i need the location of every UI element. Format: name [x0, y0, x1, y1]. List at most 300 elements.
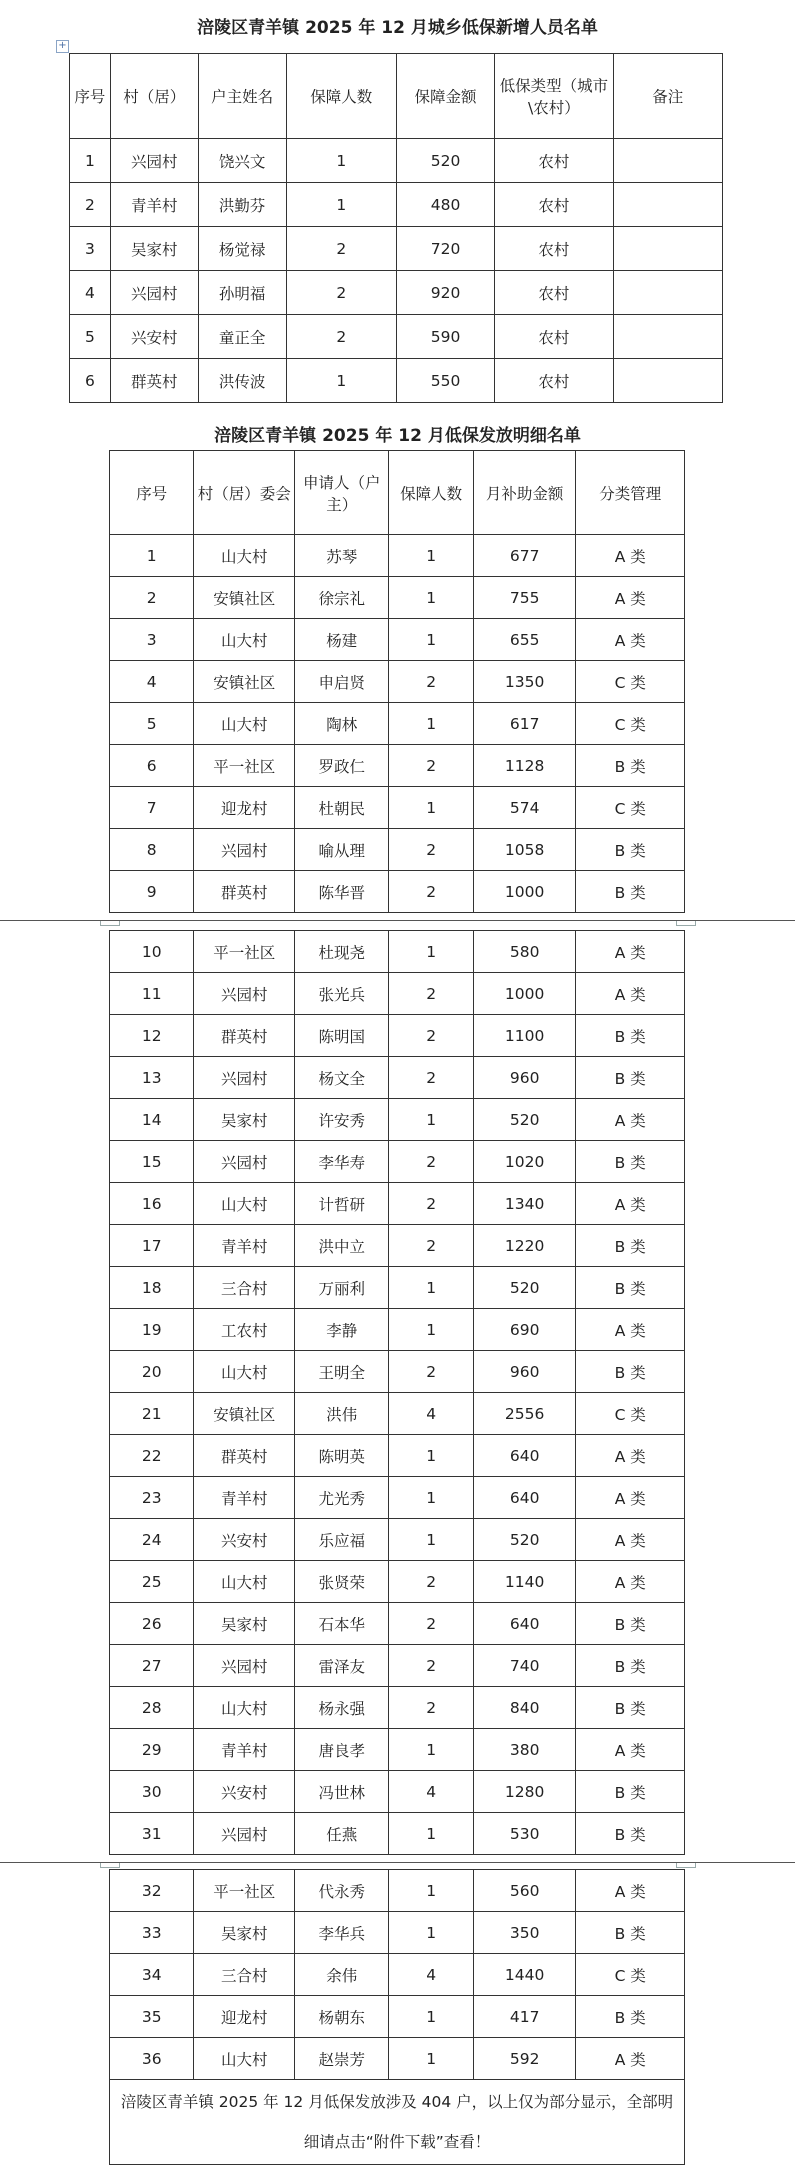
table-cell: 690	[473, 1309, 576, 1351]
table-cell	[613, 271, 722, 315]
table-cell: 1	[389, 1870, 473, 1912]
page-corner-mark	[676, 1863, 696, 1868]
table-cell: 山大村	[194, 1561, 295, 1603]
table-cell: 1	[389, 1267, 473, 1309]
table-cell: C 类	[576, 1393, 685, 1435]
table-row	[110, 1015, 685, 1057]
table-cell: 杜朝民	[294, 787, 388, 829]
table-row	[110, 1267, 685, 1309]
table-cell: 1	[389, 535, 473, 577]
table-cell: A 类	[576, 1099, 685, 1141]
table-cell: B 类	[576, 1141, 685, 1183]
table-cell: 农村	[495, 315, 614, 359]
table-row	[110, 1771, 685, 1813]
table-cell: 雷泽友	[294, 1645, 388, 1687]
column-header: 保障金额	[396, 54, 494, 139]
table-cell: 34	[110, 1954, 194, 1996]
table-cell: 兴园村	[110, 271, 198, 315]
table-cell: 兴安村	[194, 1519, 295, 1561]
table-cell: 农村	[495, 139, 614, 183]
table-cell: 1128	[473, 745, 576, 787]
table-cell: 余伟	[294, 1954, 388, 1996]
table-cell: 群英村	[194, 1435, 295, 1477]
table-cell: 兴园村	[194, 1141, 295, 1183]
table-cell: 1	[389, 1435, 473, 1477]
table-cell: 农村	[495, 183, 614, 227]
table-row	[110, 1519, 685, 1561]
table-cell: C 类	[576, 787, 685, 829]
table-cell: 迎龙村	[194, 1996, 295, 2038]
table-cell: 兴园村	[110, 139, 198, 183]
table-cell: 平一社区	[194, 745, 295, 787]
table-cell: 380	[473, 1729, 576, 1771]
table-cell: 1	[389, 1477, 473, 1519]
table-cell: 兴园村	[194, 1057, 295, 1099]
table-cell: 580	[473, 931, 576, 973]
page-corner-mark	[100, 1863, 120, 1868]
table-row	[70, 271, 723, 315]
table-cell: 农村	[495, 271, 614, 315]
table-cell: 群英村	[110, 359, 198, 403]
table-cell: 陶林	[294, 703, 388, 745]
table-cell: 22	[110, 1435, 194, 1477]
table-cell: 1	[389, 2038, 473, 2080]
table-cell: 4	[70, 271, 111, 315]
table-cell: 杨永强	[294, 1687, 388, 1729]
table-cell: 山大村	[194, 1183, 295, 1225]
table-row	[110, 1603, 685, 1645]
column-header: 村（居）	[110, 54, 198, 139]
table-cell: 18	[110, 1267, 194, 1309]
payout-detail-table-page1	[109, 450, 685, 913]
table-cell: 590	[396, 315, 494, 359]
table-cell: 吴家村	[194, 1099, 295, 1141]
table-cell: 山大村	[194, 619, 295, 661]
table1-title: 涪陵区青羊镇 2025 年 12 月城乡低保新增人员名单	[197, 18, 598, 38]
table-cell: 1	[389, 1996, 473, 2038]
table-cell: 山大村	[194, 535, 295, 577]
table-cell: 山大村	[194, 2038, 295, 2080]
table-cell: 杜现尧	[294, 931, 388, 973]
table-cell: B 类	[576, 1603, 685, 1645]
table-row	[110, 1813, 685, 1855]
table-row	[110, 1225, 685, 1267]
table-cell: 青羊村	[110, 183, 198, 227]
table-row	[110, 1912, 685, 1954]
table-header-row	[70, 54, 723, 139]
table-row	[110, 1996, 685, 2038]
table-cell: 2	[389, 871, 473, 913]
column-header: 月补助金额	[473, 451, 576, 535]
table-cell: 尤光秀	[294, 1477, 388, 1519]
table-row	[110, 703, 685, 745]
table-cell: 617	[473, 703, 576, 745]
column-header: 申请人（户主）	[294, 451, 388, 535]
page-corner-mark	[100, 921, 120, 926]
table-cell: 1	[70, 139, 111, 183]
table-cell: 三合村	[194, 1954, 295, 1996]
table-cell: 15	[110, 1141, 194, 1183]
table-cell: C 类	[576, 703, 685, 745]
table-cell	[613, 139, 722, 183]
table-cell: 万丽利	[294, 1267, 388, 1309]
table-cell: 2	[389, 973, 473, 1015]
table-cell: 乐应福	[294, 1519, 388, 1561]
table-row	[110, 619, 685, 661]
table-row	[70, 359, 723, 403]
table-cell: 32	[110, 1870, 194, 1912]
table-cell: 655	[473, 619, 576, 661]
column-header: 低保类型（城市\农村）	[495, 54, 614, 139]
table-cell: 417	[473, 1996, 576, 2038]
table-cell: 吴家村	[110, 227, 198, 271]
table-cell: 青羊村	[194, 1729, 295, 1771]
table-cell: B 类	[576, 1996, 685, 2038]
table-cell: 2	[389, 1687, 473, 1729]
table-cell: B 类	[576, 1687, 685, 1729]
table-cell: A 类	[576, 1435, 685, 1477]
table-cell: 2556	[473, 1393, 576, 1435]
table-cell: 11	[110, 973, 194, 1015]
table-cell: A 类	[576, 1729, 685, 1771]
table-cell: 安镇社区	[194, 661, 295, 703]
table-cell: B 类	[576, 1813, 685, 1855]
column-header: 分类管理	[576, 451, 685, 535]
table-cell: 1000	[473, 871, 576, 913]
table-cell: 5	[70, 315, 111, 359]
table-cell: 26	[110, 1603, 194, 1645]
table-cell: A 类	[576, 931, 685, 973]
table-cell: 群英村	[194, 1015, 295, 1057]
table-cell	[613, 183, 722, 227]
table-cell: 1	[389, 1912, 473, 1954]
table-cell: 720	[396, 227, 494, 271]
table-cell: 550	[396, 359, 494, 403]
table-cell: 兴园村	[194, 1645, 295, 1687]
table-cell: 杨建	[294, 619, 388, 661]
table-cell: 350	[473, 1912, 576, 1954]
table-cell: 青羊村	[194, 1225, 295, 1267]
table-cell: 许安秀	[294, 1099, 388, 1141]
table-row	[110, 1477, 685, 1519]
table-cell: A 类	[576, 577, 685, 619]
table-row	[110, 787, 685, 829]
table-cell: 2	[389, 1645, 473, 1687]
table-cell: 2	[389, 1351, 473, 1393]
table-cell: 李华兵	[294, 1912, 388, 1954]
table-cell: 洪伟	[294, 1393, 388, 1435]
table-cell: 4	[110, 661, 194, 703]
table-cell: 5	[110, 703, 194, 745]
table-cell: 1140	[473, 1561, 576, 1603]
table-row	[110, 1870, 685, 1912]
table-move-handle-icon[interactable]: +	[56, 40, 69, 53]
table-cell: 青羊村	[194, 1477, 295, 1519]
table-cell: 2	[286, 227, 396, 271]
table-cell: 山大村	[194, 1687, 295, 1729]
table-cell: 2	[389, 829, 473, 871]
column-header: 村（居）委会	[194, 451, 295, 535]
table-cell: 29	[110, 1729, 194, 1771]
table-cell: C 类	[576, 1954, 685, 1996]
table-cell: 张光兵	[294, 973, 388, 1015]
table-cell: 1	[389, 787, 473, 829]
table-cell: 24	[110, 1519, 194, 1561]
table-cell: 1	[389, 931, 473, 973]
table-cell: 任燕	[294, 1813, 388, 1855]
column-header: 保障人数	[286, 54, 396, 139]
column-header: 备注	[613, 54, 722, 139]
table-cell: 520	[473, 1519, 576, 1561]
table-cell: 1	[389, 703, 473, 745]
table-cell: 960	[473, 1057, 576, 1099]
table-cell: 洪中立	[294, 1225, 388, 1267]
table-cell: A 类	[576, 2038, 685, 2080]
table-row	[110, 931, 685, 973]
table-cell: 2	[389, 1141, 473, 1183]
footer-row	[110, 2080, 685, 2165]
table-cell: 592	[473, 2038, 576, 2080]
table-cell: 石本华	[294, 1603, 388, 1645]
table-cell: 陈明国	[294, 1015, 388, 1057]
table-cell: 10	[110, 931, 194, 973]
table-cell: 喻从理	[294, 829, 388, 871]
table-cell: 640	[473, 1603, 576, 1645]
table-row	[110, 1645, 685, 1687]
table-cell: B 类	[576, 1225, 685, 1267]
table-cell: 计哲研	[294, 1183, 388, 1225]
table-cell: 兴园村	[194, 829, 295, 871]
table-cell: 530	[473, 1813, 576, 1855]
table-cell: 杨觉禄	[198, 227, 286, 271]
table-cell: 1	[286, 183, 396, 227]
table-cell: 平一社区	[194, 931, 295, 973]
table-row	[110, 1099, 685, 1141]
table-cell: 1	[389, 1813, 473, 1855]
table-cell: 6	[70, 359, 111, 403]
column-header: 户主姓名	[198, 54, 286, 139]
table-row	[110, 1435, 685, 1477]
table-cell: 4	[389, 1393, 473, 1435]
table-cell: A 类	[576, 1477, 685, 1519]
table-cell: 1340	[473, 1183, 576, 1225]
table-cell: A 类	[576, 1309, 685, 1351]
table-cell: 640	[473, 1477, 576, 1519]
table-cell: 12	[110, 1015, 194, 1057]
new-recipients-table	[69, 53, 723, 403]
table-cell: 安镇社区	[194, 1393, 295, 1435]
table-row	[110, 1954, 685, 1996]
table-cell: 1	[389, 1309, 473, 1351]
table-cell: 三合村	[194, 1267, 295, 1309]
table-cell: 840	[473, 1687, 576, 1729]
table-cell: 1100	[473, 1015, 576, 1057]
table-cell: 1	[286, 139, 396, 183]
table-row	[70, 315, 723, 359]
table-cell: 陈华晋	[294, 871, 388, 913]
table-cell: 3	[110, 619, 194, 661]
table-cell	[613, 227, 722, 271]
table-cell: 8	[110, 829, 194, 871]
table-row	[110, 535, 685, 577]
table-cell: 3	[70, 227, 111, 271]
table-cell: 2	[389, 745, 473, 787]
table-cell: 1020	[473, 1141, 576, 1183]
table-cell: 兴安村	[194, 1771, 295, 1813]
table-cell: 21	[110, 1393, 194, 1435]
table-row	[110, 829, 685, 871]
table-cell: 1	[389, 577, 473, 619]
table-row	[110, 1183, 685, 1225]
table-cell: 2	[286, 271, 396, 315]
table-cell: 兴安村	[110, 315, 198, 359]
table-cell: 1	[389, 1099, 473, 1141]
table-row	[110, 1057, 685, 1099]
table-row	[110, 871, 685, 913]
table-cell: B 类	[576, 1645, 685, 1687]
table-cell: 2	[389, 1225, 473, 1267]
table-cell: 童正全	[198, 315, 286, 359]
table-cell: 1	[389, 1729, 473, 1771]
table-cell: 山大村	[194, 1351, 295, 1393]
table-cell: 28	[110, 1687, 194, 1729]
table-cell: 代永秀	[294, 1870, 388, 1912]
table-cell: 2	[389, 1561, 473, 1603]
table-row	[110, 1393, 685, 1435]
table-cell: 740	[473, 1645, 576, 1687]
table-cell: 孙明福	[198, 271, 286, 315]
table-cell: 23	[110, 1477, 194, 1519]
table-cell: 申启贤	[294, 661, 388, 703]
column-header: 序号	[110, 451, 194, 535]
table-cell: 李静	[294, 1309, 388, 1351]
table-cell: 工农村	[194, 1309, 295, 1351]
table-cell: A 类	[576, 1519, 685, 1561]
table-row	[110, 661, 685, 703]
table-cell: 王明全	[294, 1351, 388, 1393]
table-cell: 兴园村	[194, 973, 295, 1015]
table-row	[70, 183, 723, 227]
table-cell: 2	[70, 183, 111, 227]
table-cell: 吴家村	[194, 1912, 295, 1954]
table-cell: B 类	[576, 871, 685, 913]
table-header-row	[110, 451, 685, 535]
table-cell: 唐良孝	[294, 1729, 388, 1771]
table-cell: B 类	[576, 1771, 685, 1813]
table-cell: 520	[473, 1267, 576, 1309]
table-cell: B 类	[576, 1267, 685, 1309]
table-cell: 35	[110, 1996, 194, 2038]
column-header: 序号	[70, 54, 111, 139]
table-cell	[613, 359, 722, 403]
table-cell: A 类	[576, 1183, 685, 1225]
payout-detail-table-page3	[109, 1869, 685, 2165]
table-cell: 960	[473, 1351, 576, 1393]
page-corner-mark	[676, 921, 696, 926]
table-cell: 农村	[495, 359, 614, 403]
table-cell: 1220	[473, 1225, 576, 1267]
table-cell: 徐宗礼	[294, 577, 388, 619]
table-cell: 2	[389, 1057, 473, 1099]
table-cell: 2	[110, 577, 194, 619]
table-cell: 4	[389, 1954, 473, 1996]
table-cell: 陈明英	[294, 1435, 388, 1477]
payout-detail-table-page2	[109, 930, 685, 1855]
table-cell: 1280	[473, 1771, 576, 1813]
footer-note: 涪陵区青羊镇 2025 年 12 月低保发放涉及 404 户，以上仅为部分显示，全部明细请点击“附件下载”查看！	[110, 2080, 685, 2165]
table-cell: 1	[389, 1519, 473, 1561]
table-cell: 36	[110, 2038, 194, 2080]
table-cell: 9	[110, 871, 194, 913]
table-cell: 14	[110, 1099, 194, 1141]
table-cell: 农村	[495, 227, 614, 271]
table-cell: 1000	[473, 973, 576, 1015]
table-row	[110, 1561, 685, 1603]
table-cell	[613, 315, 722, 359]
table-cell: 杨文全	[294, 1057, 388, 1099]
column-header: 保障人数	[389, 451, 473, 535]
table-cell: 2	[389, 1183, 473, 1225]
table-cell: 山大村	[194, 703, 295, 745]
table-row	[110, 1687, 685, 1729]
table-cell: 520	[473, 1099, 576, 1141]
table-cell: B 类	[576, 1057, 685, 1099]
table-cell: 4	[389, 1771, 473, 1813]
table-cell: 480	[396, 183, 494, 227]
table-cell: 19	[110, 1309, 194, 1351]
table-cell: 冯世林	[294, 1771, 388, 1813]
table-cell: 迎龙村	[194, 787, 295, 829]
table-cell: B 类	[576, 745, 685, 787]
table-row	[110, 745, 685, 787]
table-row	[110, 1351, 685, 1393]
table-cell: 27	[110, 1645, 194, 1687]
table-row	[110, 1729, 685, 1771]
table-cell: B 类	[576, 1912, 685, 1954]
table-cell: 2	[389, 1015, 473, 1057]
table-cell: 677	[473, 535, 576, 577]
table-cell: 1	[286, 359, 396, 403]
table-cell: 1	[389, 619, 473, 661]
table-cell: 张贤荣	[294, 1561, 388, 1603]
table-row	[110, 973, 685, 1015]
table-cell: 洪勤芬	[198, 183, 286, 227]
table-cell: A 类	[576, 973, 685, 1015]
table-cell: 苏琴	[294, 535, 388, 577]
table-cell: 安镇社区	[194, 577, 295, 619]
table2-title: 涪陵区青羊镇 2025 年 12 月低保发放明细名单	[214, 426, 581, 446]
table-cell: 李华寿	[294, 1141, 388, 1183]
table-cell: 33	[110, 1912, 194, 1954]
table-cell: A 类	[576, 1561, 685, 1603]
table-cell: 洪传波	[198, 359, 286, 403]
table-cell: 755	[473, 577, 576, 619]
table-cell: A 类	[576, 1870, 685, 1912]
table-cell: B 类	[576, 829, 685, 871]
table-cell: 13	[110, 1057, 194, 1099]
table-cell: 20	[110, 1351, 194, 1393]
table-row	[110, 1309, 685, 1351]
table-cell: 25	[110, 1561, 194, 1603]
table-cell: 920	[396, 271, 494, 315]
table-cell: 574	[473, 787, 576, 829]
table-cell: 2	[389, 1603, 473, 1645]
table-row	[110, 1141, 685, 1183]
table-cell: B 类	[576, 1351, 685, 1393]
table-cell: 2	[389, 661, 473, 703]
table-cell: 640	[473, 1435, 576, 1477]
table-cell: 31	[110, 1813, 194, 1855]
